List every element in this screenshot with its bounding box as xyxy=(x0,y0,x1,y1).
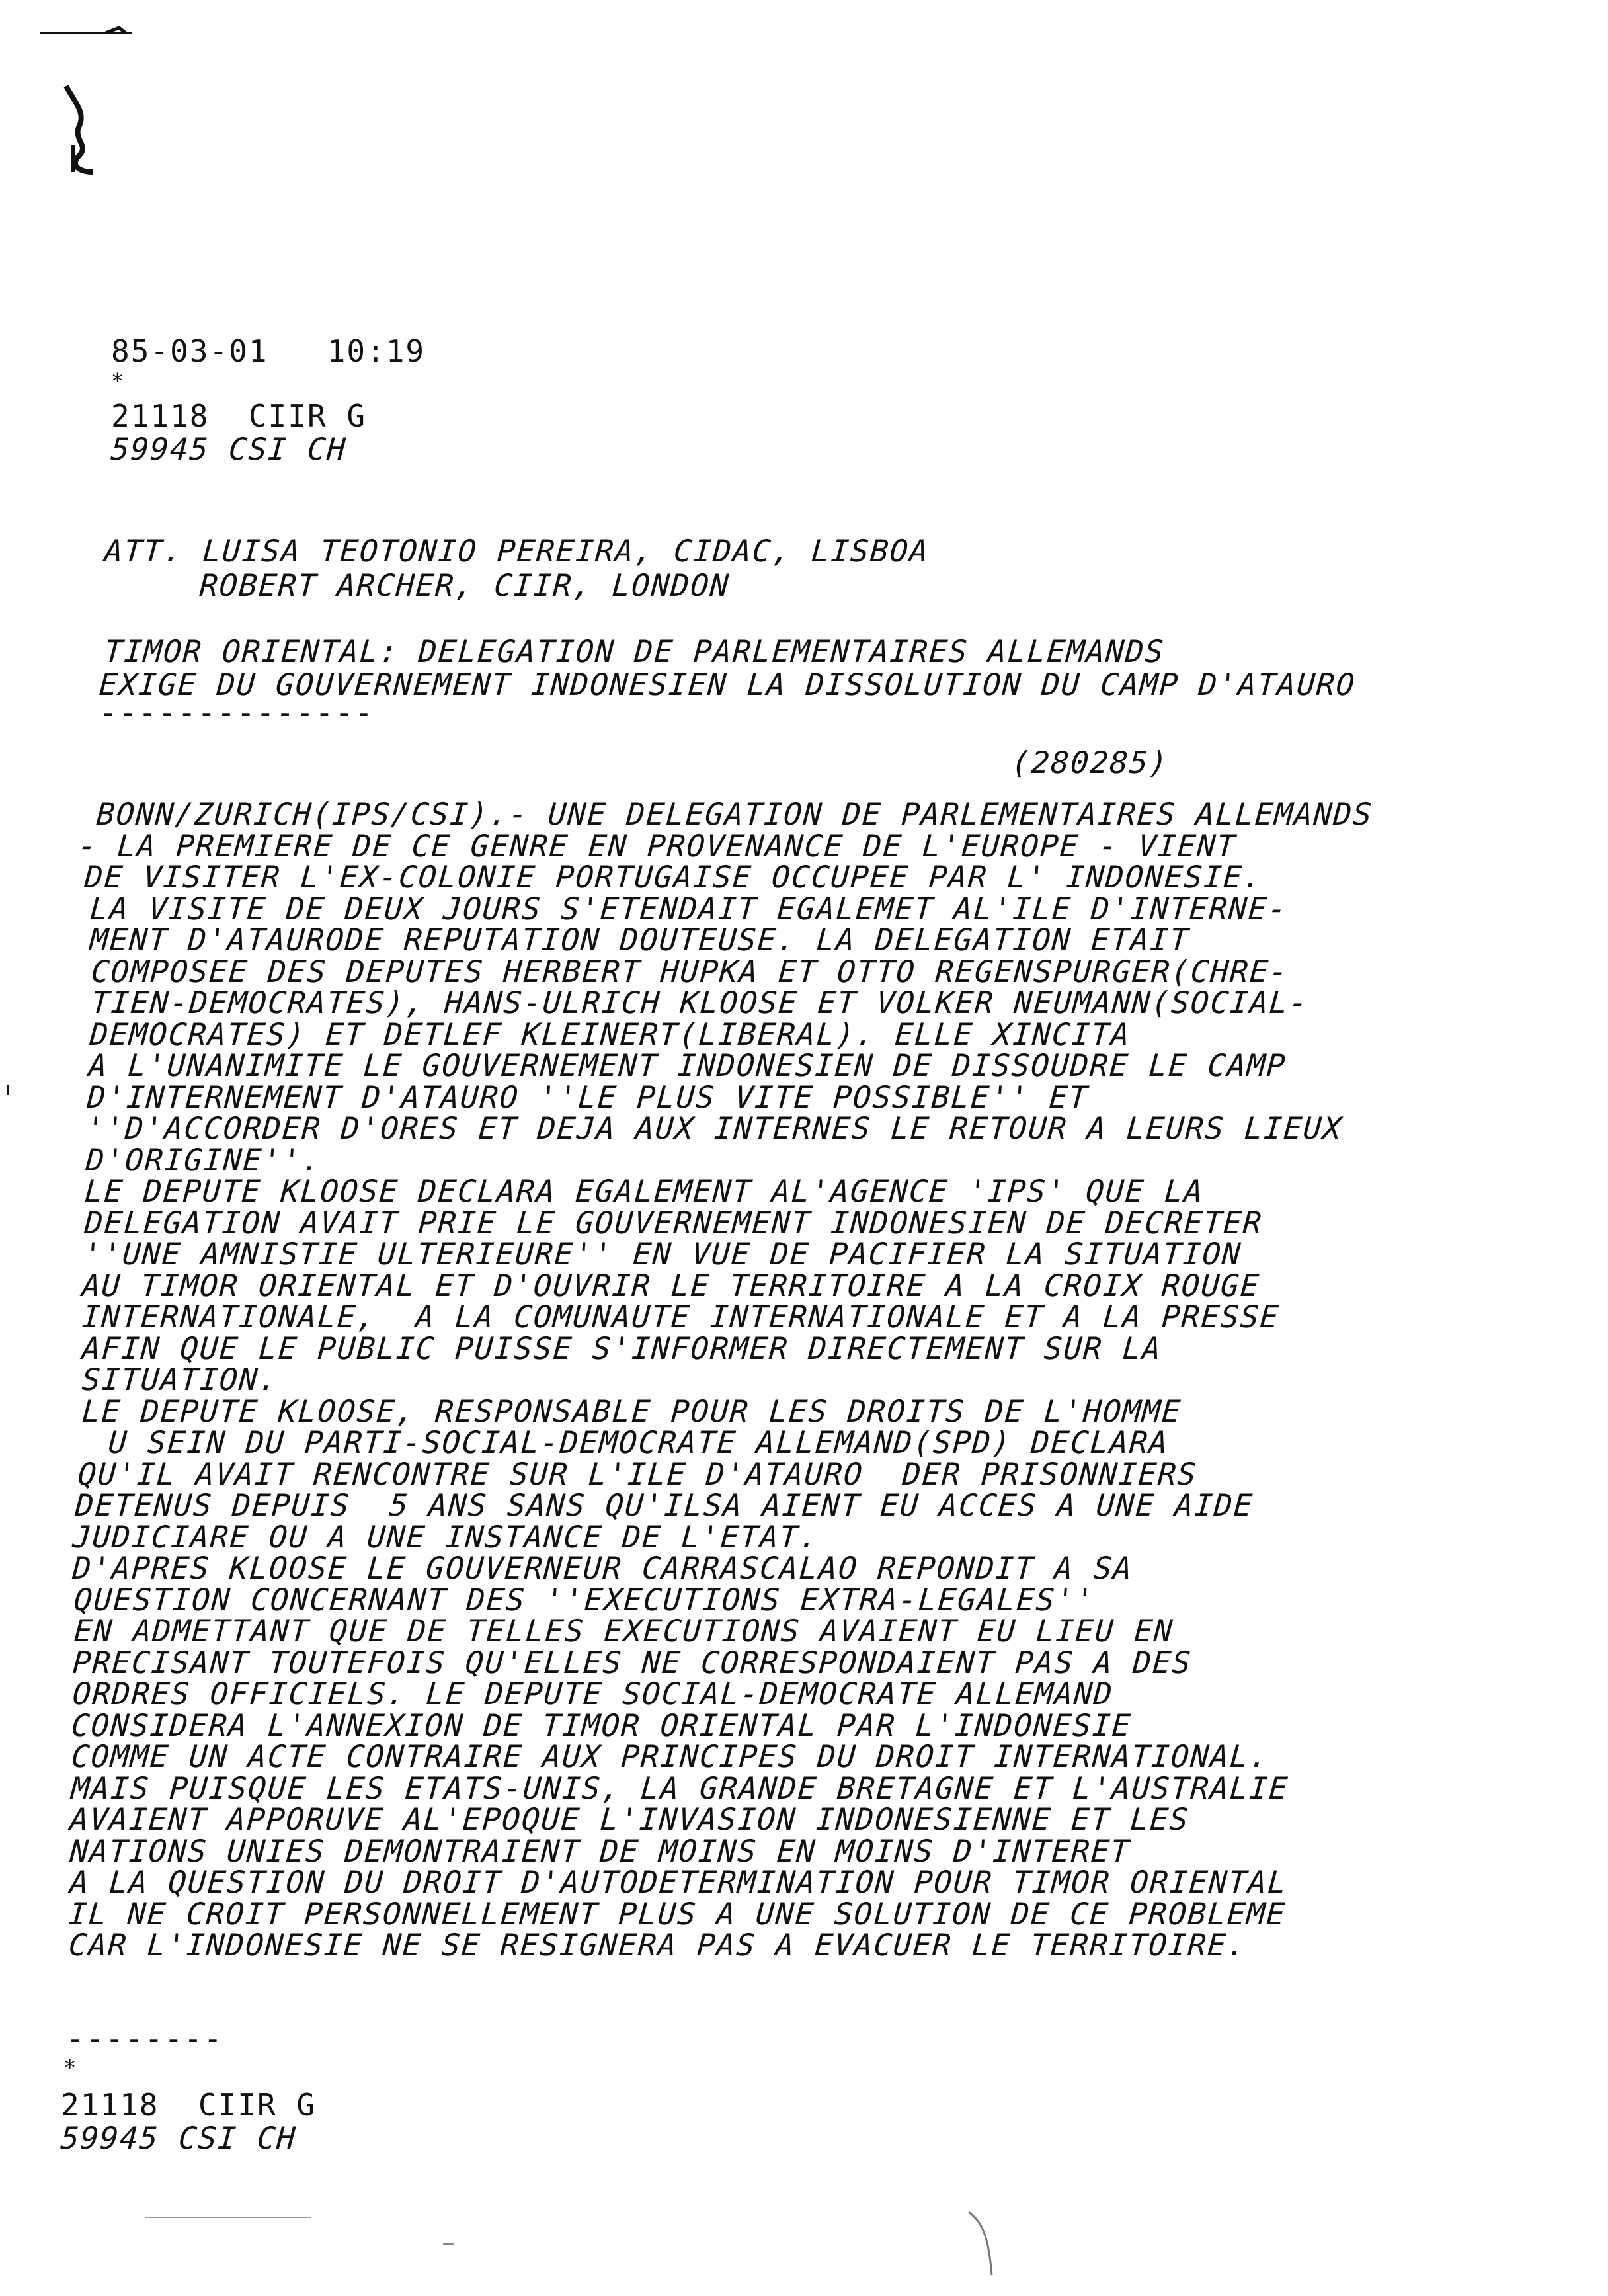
body-line: DE VISITER L'EX-COLONIE PORTUGAISE OCCUPEE PAR L' INDONESIE. xyxy=(83,859,1264,895)
body-line: AVAIENT APPORUVE AL'EPOQUE L'INVASION INDONESIENNE ET LES xyxy=(69,1801,1191,1837)
recipient-line-2: ROBERT ARCHER, CIIR, LONDON xyxy=(198,567,731,603)
body-line: D'APRES KLOOSE LE GOUVERNEUR CARRASCALAO REPONDIT A SA xyxy=(71,1550,1135,1586)
body-line: ''D'ACCORDER D'ORES ET DEJA AUX INTERNES LE RETOUR A LEURS LIEUX xyxy=(85,1110,1344,1146)
body-line: DEMOCRATES) ET DETLEF KLEINERT(LIBERAL). ELLE XINCITA xyxy=(89,1016,1132,1052)
body-line: IL NE CROIT PERSONNELLEMENT PLUS A UNE SOLUTION DE CE PROBLEME xyxy=(67,1896,1287,1932)
title-underline: -------------- xyxy=(99,694,374,730)
title-line-1: TIMOR ORIENTAL: DELEGATION DE PARLEMENTAIRES ALLEMANDS xyxy=(103,634,1166,669)
footer-star: * xyxy=(63,2055,78,2080)
body-line: QU'IL AVAIT RENCONTRE SUR L'ILE D'ATAURO DER PRISONNIERS xyxy=(77,1456,1199,1492)
body-line: A LA QUESTION DU DROIT D'AUTODETERMINATION POUR TIMOR ORIENTAL xyxy=(69,1864,1289,1900)
timestamp: 85-03-01 10:19 xyxy=(111,333,426,369)
footer-sender-code: 21118 CIIR G xyxy=(61,2087,317,2123)
scan-mark-4 xyxy=(965,2209,1005,2281)
body-line: JUDICIARE OU A UNE INSTANCE DE L'ETAT. xyxy=(71,1519,821,1555)
end-rule: -------- xyxy=(66,2021,223,2057)
body-line: MAIS PUISQUE LES ETATS-UNIS, LA GRANDE BRETAGNE ET L'AUSTRALIE xyxy=(70,1770,1290,1806)
body-line: ORDRES OFFICIELS. LE DEPUTE SOCIAL-DEMOCRATE ALLEMAND xyxy=(71,1676,1115,1711)
body-line: DETENUS DEPUIS 5 ANS SANS QU'ILSA AIENT EU ACCES A UNE AIDE xyxy=(74,1487,1255,1523)
sender-code: 21118 CIIR G xyxy=(111,398,367,434)
body-line: AU TIMOR ORIENTAL ET D'OUVRIR LE TERRITOIRE A LA CROIX ROUGE xyxy=(81,1268,1262,1303)
recipient-line-1: ATT. LUISA TEOTONIO PEREIRA, CIDAC, LISBOA xyxy=(103,533,931,569)
body-line: D'ORIGINE''. xyxy=(85,1142,323,1178)
body-line: A L'UNANIMITE LE GOUVERNEMENT INDONESIEN DE DISSOUDRE LE CAMP xyxy=(87,1047,1288,1083)
body-line: QUESTION CONCERNANT DES ''EXECUTIONS EXTRA-LEGALES'' xyxy=(73,1582,1096,1618)
body-line: CAR L'INDONESIE NE SE RESIGNERA PAS A EVACUER LE TERRITOIRE. xyxy=(67,1927,1248,1963)
body-line: DELEGATION AVAIT PRIE LE GOUVERNEMENT INDONESIEN DE DECRETER xyxy=(83,1205,1264,1241)
body-line: INTERNATIONALE, A LA COMUNAUTE INTERNATIONALE ET A LA PRESSE xyxy=(81,1299,1281,1334)
title-line-2: EXIGE DU GOUVERNEMENT INDONESIEN LA DISSOLUTION DU CAMP D'ATAURO xyxy=(98,667,1357,702)
body-line: BONN/ZURICH(IPS/CSI).- UNE DELEGATION DE PARLEMENTAIRES ALLEMANDS xyxy=(95,796,1375,832)
scan-mark xyxy=(145,2217,311,2218)
body-line: TIEN-DEMOCRATES), HANS-ULRICH KLOOSE ET VOLKER NEUMANN(SOCIAL- xyxy=(90,985,1310,1020)
body-line: D'INTERNEMENT D'ATAURO ''LE PLUS VITE POSSIBLE'' ET xyxy=(86,1079,1090,1115)
footer-receiver-code: 59945 CSI CH xyxy=(60,2120,298,2156)
scan-mark-3 xyxy=(443,2243,454,2245)
scan-mark-2 xyxy=(7,1085,9,1095)
body-line: - LA PREMIERE DE CE GENRE EN PROVENANCE DE L'EUROPE - VIENT xyxy=(77,828,1238,864)
receiver-code: 59945 CSI CH xyxy=(110,431,348,467)
body-line: COMPOSEE DES DEPUTES HERBERT HUPKA ET OTTO REGENSPURGER(CHRE- xyxy=(90,954,1291,989)
body-line: EN ADMETTANT QUE DE TELLES EXECUTIONS AVAIENT EU LIEU EN xyxy=(73,1613,1175,1649)
body-line: LE DEPUTE KLOOSE DECLARA EGALEMENT AL'AGENCE 'IPS' QUE LA xyxy=(83,1173,1205,1209)
body-line: LA VISITE DE DEUX JOURS S'ETENDAIT EGALEMET AL'ILE D'INTERNE- xyxy=(89,891,1289,926)
body-line: COMME UN ACTE CONTRAIRE AUX PRINCIPES DU DROIT INTERNATIONAL. xyxy=(70,1739,1271,1774)
body-line: U SEIN DU PARTI-SOCIAL-DEMOCRATE ALLEMAND(SPD) DECLARA xyxy=(107,1424,1170,1460)
body-line: PRECISANT TOUTEFOIS QU'ELLES NE CORRESPONDAIENT PAS A DES xyxy=(71,1645,1193,1680)
body-line: SITUATION. xyxy=(81,1362,280,1397)
body-line: CONSIDERA L'ANNEXION DE TIMOR ORIENTAL PAR L'INDONESIE xyxy=(70,1707,1133,1743)
body-line: AFIN QUE LE PUBLIC PUISSE S'INFORMER DIRECTEMENT SUR LA xyxy=(81,1331,1164,1366)
body-line: NATIONS UNIES DEMONTRAIENT DE MOINS EN MOINS D'INTERET xyxy=(69,1833,1132,1869)
body-line: LE DEPUTE KLOOSE, RESPONSABLE POUR LES DROITS DE L'HOMME xyxy=(81,1393,1183,1429)
header-star: * xyxy=(111,368,126,393)
body-line: ''UNE AMNISTIE ULTERIEURE'' EN VUE DE PACIFIER LA SITUATION xyxy=(82,1236,1243,1272)
reference-date: (280285) xyxy=(1010,745,1170,780)
body-line: MENT D'ATAURODE REPUTATION DOUTEUSE. LA DELEGATION ETAIT xyxy=(89,922,1191,958)
